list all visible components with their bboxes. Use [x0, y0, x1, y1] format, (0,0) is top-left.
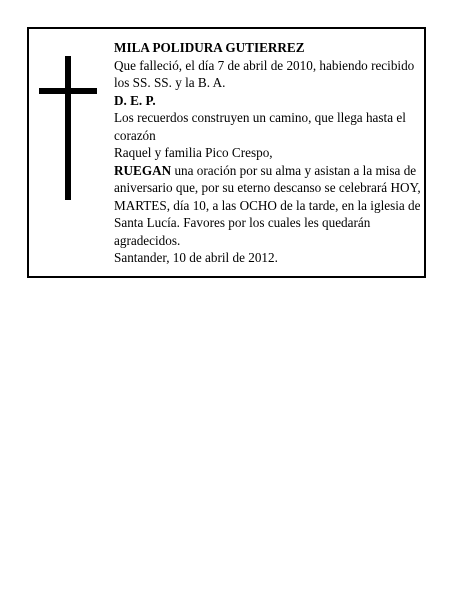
- obituary-notice: [27, 27, 426, 278]
- cross-horizontal-bar: [39, 88, 97, 94]
- death-details: Que falleció, el día 7 de abril de 2010, habiendo recibido los SS. SS. y la B. A.: [114, 57, 415, 90]
- dep-line: D. E. P.: [114, 92, 156, 108]
- family-line: Raquel y familia Pico Crespo,: [114, 145, 273, 160]
- mass-request-text: una oración por su alma y asistan a la misa de aniversario que, por su eterno descanso se celebrará HOY, MARTES, día 10, a las OCHO de la tarde, en la iglesia de Santa Lucía. Favores por los cuales les quedarán agradecidos.: [114, 162, 421, 248]
- ruegan-word: RUEGAN: [114, 162, 172, 178]
- cross-vertical-bar: [65, 56, 71, 200]
- place-date: Santander, 10 de abril de 2012.: [114, 250, 278, 265]
- mass-request: [114, 162, 422, 250]
- deceased-name: MILA POLIDURA GUTIERREZ: [114, 40, 305, 55]
- notice-text: [114, 39, 422, 267]
- cross-icon: [39, 56, 97, 200]
- memorial-quote: Los recuerdos construyen un camino, que llega hasta el corazón: [114, 110, 406, 143]
